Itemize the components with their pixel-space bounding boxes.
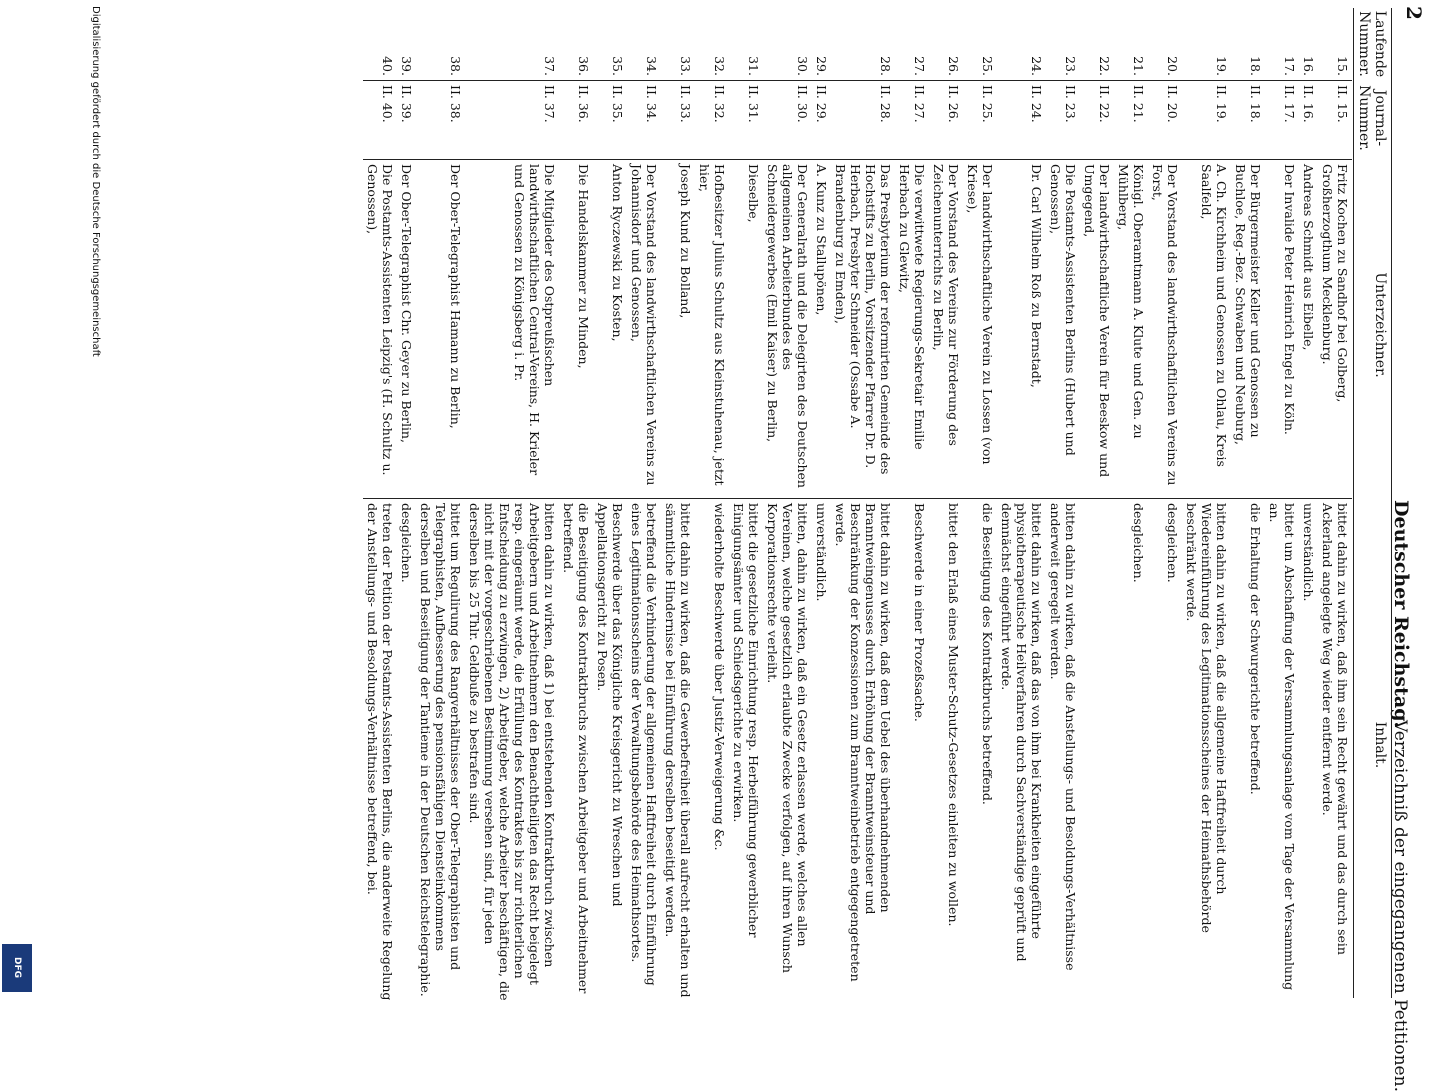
inhalt-cell: betreffend die Verhinderung der allgemeinen Haftfreiheit durch Einführung eines Legitimationsscheins der Verwaltungsbehörde des Heimathsortes. xyxy=(629,503,659,986)
laufende-nummer: 30. xyxy=(763,8,812,81)
table-row xyxy=(363,8,397,1007)
unterzeichner-cell: Der landwirthschaftliche Verein für Beeskow und Umgegend, xyxy=(1080,160,1114,499)
journal-nummer: II. 31. xyxy=(729,81,763,160)
laufende-nummer: 31. xyxy=(729,8,763,81)
unterzeichner-cell: Der Generalrath und die Delegirten des Deutschen allgemeinen Arbeiterbundes des Schneidergewerbes (Emil Kaiser) zu Berlin, xyxy=(763,160,812,499)
table-row xyxy=(1114,8,1148,1007)
unterzeichner-cell: Hofbesitzer Julius Schultz aus Kleinstuhenau, jetzt hier, xyxy=(695,160,729,499)
laufende-nummer: 17. xyxy=(1265,8,1299,81)
journal-nummer: II. 30. xyxy=(763,81,812,160)
unterzeichner-cell: Dr. Carl Wilhelm Roß zu Bernstadt, xyxy=(997,160,1046,499)
table-row xyxy=(997,8,1046,1007)
laufende-nummer: 35. xyxy=(593,8,627,81)
journal-nummer: II. 25. xyxy=(963,81,997,160)
unterzeichner-cell: Andreas Schmidt aus Eibelle, xyxy=(1299,160,1318,499)
inhalt-cell: treten der Petition der Postamts-Assistenten Berlins, die anderweite Regelung der Anstellungs- und Besoldungs-Verhältnisse betreffend, bei. xyxy=(365,503,395,1001)
document-subtitle: Verzeichniß der eingegangenen Petitionen. xyxy=(1390,720,1410,1092)
unterzeichner-cell: Der Invalide Peter Heinrich Engel zu Köln. xyxy=(1265,160,1299,499)
journal-nummer: II. 36. xyxy=(559,81,593,160)
laufende-nummer: 20. xyxy=(1148,8,1182,81)
table-row xyxy=(695,8,729,1007)
unterzeichner-cell: Der Ober-Telegraphist Hamann zu Berlin, xyxy=(416,160,465,499)
unterzeichner-cell: Königl. Oberamtmann A. Klute und Gen. zu Mühlberg, xyxy=(1114,160,1148,499)
journal-nummer: II. 18. xyxy=(1231,81,1265,160)
journal-nummer: II. 17. xyxy=(1265,81,1299,160)
laufende-nummer: 23. xyxy=(1046,8,1080,81)
table-row xyxy=(1318,8,1352,1007)
unterzeichner-cell: Fritz Kochen zu Sandhof bei Golberg, Großherzogthum Mecklenburg. xyxy=(1318,160,1352,499)
inhalt-cell: bittet dahin zu wirken, daß das von ihm bei Krankheiten eingeführte physiotherapeutische Heilverfahren durch Sachverständige geprüft und demnächst eingeführt werde. xyxy=(999,503,1044,962)
inhalt-cell: desgleichen. xyxy=(1131,503,1146,583)
table-row xyxy=(559,8,593,1007)
unterzeichner-cell: A. Ch. Kirchheim und Genossen zu Ohlau, Kreis Saalfeld, xyxy=(1182,160,1231,499)
unterzeichner-cell: Dieselbe, xyxy=(729,160,763,499)
laufende-nummer: 34. xyxy=(627,8,661,81)
laufende-nummer: 29. xyxy=(812,8,831,81)
laufende-nummer: 32. xyxy=(695,8,729,81)
inhalt-cell: Beschwerde in einer Prozeßsache. xyxy=(912,503,927,722)
journal-nummer: II. 37. xyxy=(465,81,559,160)
unterzeichner-cell: Der Ober-Telegraphist Chr. Geyer zu Berlin, xyxy=(397,160,416,499)
table-row xyxy=(1299,8,1318,1007)
inhalt-cell: unverständlich. xyxy=(1301,503,1316,602)
journal-nummer: II. 23. xyxy=(1046,81,1080,160)
inhalt-cell: bittet dahin zu wirken, daß dem Uebel des überhandnehmenden Branntweingenusses durch Erhöhung der Branntweinsteuer und Beschränkung der Konzessionen zum Branntweinbetrieb entgegengetreten werde. xyxy=(833,503,893,982)
inhalt-cell: unverständlich. xyxy=(814,503,829,602)
laufende-nummer: 40. xyxy=(363,8,397,81)
column-header-inhalt: Inhalt. xyxy=(1372,721,1388,769)
inhalt-cell: bitten, dahin zu wirken, daß ein Gesetz erlassen werde, welches allen Vereinen, welche gesetzlich erlaubte Zwecke verfolgen, auf ihren Wunsch Korporationsrechte verleiht. xyxy=(765,503,810,973)
laufende-nummer: 33. xyxy=(661,8,695,81)
inhalt-cell: bitten dahin zu wirken, daß die allgemeine Haftfreiheit durch Wiedereinführung des Legitimationsscheines der Heimathsbehörde beschränkt werde. xyxy=(1184,503,1229,933)
table-row xyxy=(1080,8,1114,1007)
journal-nummer: II. 21. xyxy=(1114,81,1148,160)
journal-nummer: II. 32. xyxy=(695,81,729,160)
journal-nummer: II. 19. xyxy=(1182,81,1231,160)
unterzeichner-cell: Anton Ryczewski zu Kosten, xyxy=(593,160,627,499)
header-rule-top xyxy=(1391,8,1392,998)
journal-nummer: II. 16. xyxy=(1299,81,1318,160)
table-row xyxy=(812,8,831,1007)
table-row xyxy=(1182,8,1231,1007)
laufende-nummer: 19. xyxy=(1182,8,1231,81)
unterzeichner-cell: Die Postamts-Assistenten Leipzig's (H. Schultz u. Genossen), xyxy=(363,160,397,499)
inhalt-cell: die Beseitigung des Kontraktbruchs zwischen Arbeitgeber und Arbeitnehmer betreffend. xyxy=(561,503,591,994)
table-row xyxy=(729,8,763,1007)
laufende-nummer: 39. xyxy=(397,8,416,81)
journal-nummer: II. 33. xyxy=(661,81,695,160)
inhalt-cell: bitten dahin zu wirken, daß 1) bei entstehenden Kontraktbruch zwischen Arbeitgebern und Arbeitnehmern den Benachtheiligten das Recht beigelegt resp. eingeräumt werde, die Erfüllung des Kontraktes bis zur richterlichen Entscheidung zu erzwingen, 2) Arbeitgeber, welche Arbeiter beschäftigen, die nicht mit der vorgeschriebenen Bestimmung versehen sind, für jeden derselben bis 25 Thlr. Geldbuße zu bestrafen sind. xyxy=(467,503,557,1001)
journal-nummer: II. 15. xyxy=(1318,81,1352,160)
unterzeichner-cell: Die Handelskammer zu Minden, xyxy=(559,160,593,499)
laufende-nummer: 37. xyxy=(465,8,559,81)
unterzeichner-cell: Der landwirthschaftliche Verein zu Lossen (von Kriese), xyxy=(963,160,997,499)
unterzeichner-cell: Der Vorstand des landwirthschaftlichen Vereins zu Johannisdorf und Genossen, xyxy=(627,160,661,499)
journal-nummer: II. 35. xyxy=(593,81,627,160)
unterzeichner-cell: Der Vorstand des Vereins zur Förderung des Zeichenunterrichts zu Berlin, xyxy=(929,160,963,499)
inhalt-cell: Beschwerde über das Königliche Kreisgericht zu Wreschen und Appellationsgericht zu Posen. xyxy=(595,503,625,907)
inhalt-cell: bittet um Abschaffung der Versammlungsanlage vom Tage der Versammlung an. xyxy=(1267,503,1297,991)
table-row xyxy=(895,8,929,1007)
digitization-credit: Digitalisierung gefördert durch die Deutsche Forschungsgemeinschaft xyxy=(90,6,101,357)
table-row xyxy=(963,8,997,1007)
document-title: Deutscher Reichstag. xyxy=(1390,500,1412,729)
laufende-nummer: 16. xyxy=(1299,8,1318,81)
inhalt-cell: wiederholte Beschwerde über Justiz-Verweigerung &c. xyxy=(712,503,727,851)
unterzeichner-cell: Der Bürgermeister Keller und Genossen zu Buchloe, Reg.-Bez. Schwaben und Neuburg, xyxy=(1231,160,1265,499)
column-header-journal: Journal-Nummer. xyxy=(1356,85,1388,151)
unterzeichner-cell: Die Mitglieder des Ostpreußischen landwirthschaftlichen Central-Vereins, H. Krieler und Genossen zu Königsberg i. Pr. xyxy=(465,160,559,499)
unterzeichner-cell: Die verwittwete Regierungs-Sekretair Emilie Herbach zu Glewitz, xyxy=(895,160,929,499)
journal-nummer: II. 24. xyxy=(997,81,1046,160)
page-number: 2 xyxy=(1402,6,1426,20)
table-row xyxy=(763,8,812,1007)
unterzeichner-cell: Das Presbyterium der reformirten Gemeinde des Hochstifts zu Berlin, Vorsitzender Pfarrer Dr. D. Herbach, Presbyter Schneider (Ossabe A. Brandenburg zu Emden), xyxy=(831,160,895,499)
table-row xyxy=(661,8,695,1007)
laufende-nummer: 38. xyxy=(416,8,465,81)
table-row xyxy=(465,8,559,1007)
table-row xyxy=(1231,8,1265,1007)
unterzeichner-cell: A. Kunz zu Stallupönen, xyxy=(812,160,831,499)
journal-nummer: II. 38. xyxy=(416,81,465,160)
table-row xyxy=(1265,8,1299,1007)
laufende-nummer: 26. xyxy=(929,8,963,81)
inhalt-cell: bittet dahin zu wirken, daß ihm sein Recht gewährt und das durch sein Ackerland angelegte Weg wieder entfernt werde. xyxy=(1320,503,1350,955)
unterzeichner-cell: Joseph Kund zu Bolland, xyxy=(661,160,695,499)
table-row xyxy=(593,8,627,1007)
table-row xyxy=(627,8,661,1007)
column-header-unterzeichner: Unterzeichner. xyxy=(1372,272,1388,378)
table-row xyxy=(929,8,963,1007)
laufende-nummer: 24. xyxy=(997,8,1046,81)
table-row xyxy=(397,8,416,1007)
inhalt-cell: bittet den Erlaß eines Muster-Schutz-Gesetzes einleiten zu wollen. xyxy=(946,503,961,927)
table-row xyxy=(831,8,895,1007)
laufende-nummer: 27. xyxy=(895,8,929,81)
journal-nummer: II. 40. xyxy=(363,81,397,160)
column-header-laufende: Laufende Nummer. xyxy=(1356,10,1388,78)
inhalt-cell: die Beseitigung des Kontraktbruchs betreffend. xyxy=(980,503,995,805)
dfg-logo: DFG xyxy=(2,944,32,992)
laufende-nummer: 21. xyxy=(1114,8,1148,81)
inhalt-cell: bittet dahin zu wirken, daß die Gewerbefreiheit überall aufrecht erhalten und sämmtliche Hindernisse bei Einführung derselben beseitigt werden. xyxy=(663,503,693,998)
journal-nummer: II. 34. xyxy=(627,81,661,160)
laufende-nummer: 15. xyxy=(1318,8,1352,81)
journal-nummer: II. 28. xyxy=(831,81,895,160)
inhalt-cell: bittet um Regulirung des Rangverhältnisses der Ober-Telegraphisten und Telegraphisten, Aufbesserung des pensionsfähigen Diensteinkommens derselben und Beseitigung der Tantieme in der Deutschen Reichstelegraphie. xyxy=(418,503,463,997)
inhalt-cell: desgleichen. xyxy=(399,503,414,583)
table-row xyxy=(1148,8,1182,1007)
unterzeichner-cell: Der Vorstand des landwirthschaftlichen Vereins zu Forst, xyxy=(1148,160,1182,499)
inhalt-cell: die Erhaltung der Schwurgerichte betreffend. xyxy=(1248,503,1263,795)
unterzeichner-cell: Die Postamts-Assistenten Berlins (Hubert und Genossen), xyxy=(1046,160,1080,499)
laufende-nummer: 22. xyxy=(1080,8,1114,81)
inhalt-cell: desgleichen. xyxy=(1165,503,1180,583)
inhalt-cell: bitten dahin zu wirken, daß die Anstellungs- und Besoldungs-Verhältnisse anderweit geregelt werden. xyxy=(1048,503,1078,971)
journal-nummer: II. 20. xyxy=(1148,81,1182,160)
laufende-nummer: 25. xyxy=(963,8,997,81)
journal-nummer: II. 39. xyxy=(397,81,416,160)
table-row xyxy=(416,8,465,1007)
laufende-nummer: 18. xyxy=(1231,8,1265,81)
petitions-table xyxy=(363,8,1352,1007)
journal-nummer: II. 29. xyxy=(812,81,831,160)
laufende-nummer: 28. xyxy=(831,8,895,81)
table-row xyxy=(1046,8,1080,1007)
journal-nummer: II. 26. xyxy=(929,81,963,160)
header-rule-bottom xyxy=(1353,8,1354,998)
inhalt-cell xyxy=(1080,499,1114,1008)
inhalt-cell: bittet die gesetzliche Einrichtung resp. Herbeiführung gewerblicher Einigungsämter und Schiedsgerichte zu erwirken. xyxy=(731,503,761,938)
page-header xyxy=(1354,0,1432,1092)
journal-nummer: II. 22. xyxy=(1080,81,1114,160)
laufende-nummer: 36. xyxy=(559,8,593,81)
journal-nummer: II. 27. xyxy=(895,81,929,160)
